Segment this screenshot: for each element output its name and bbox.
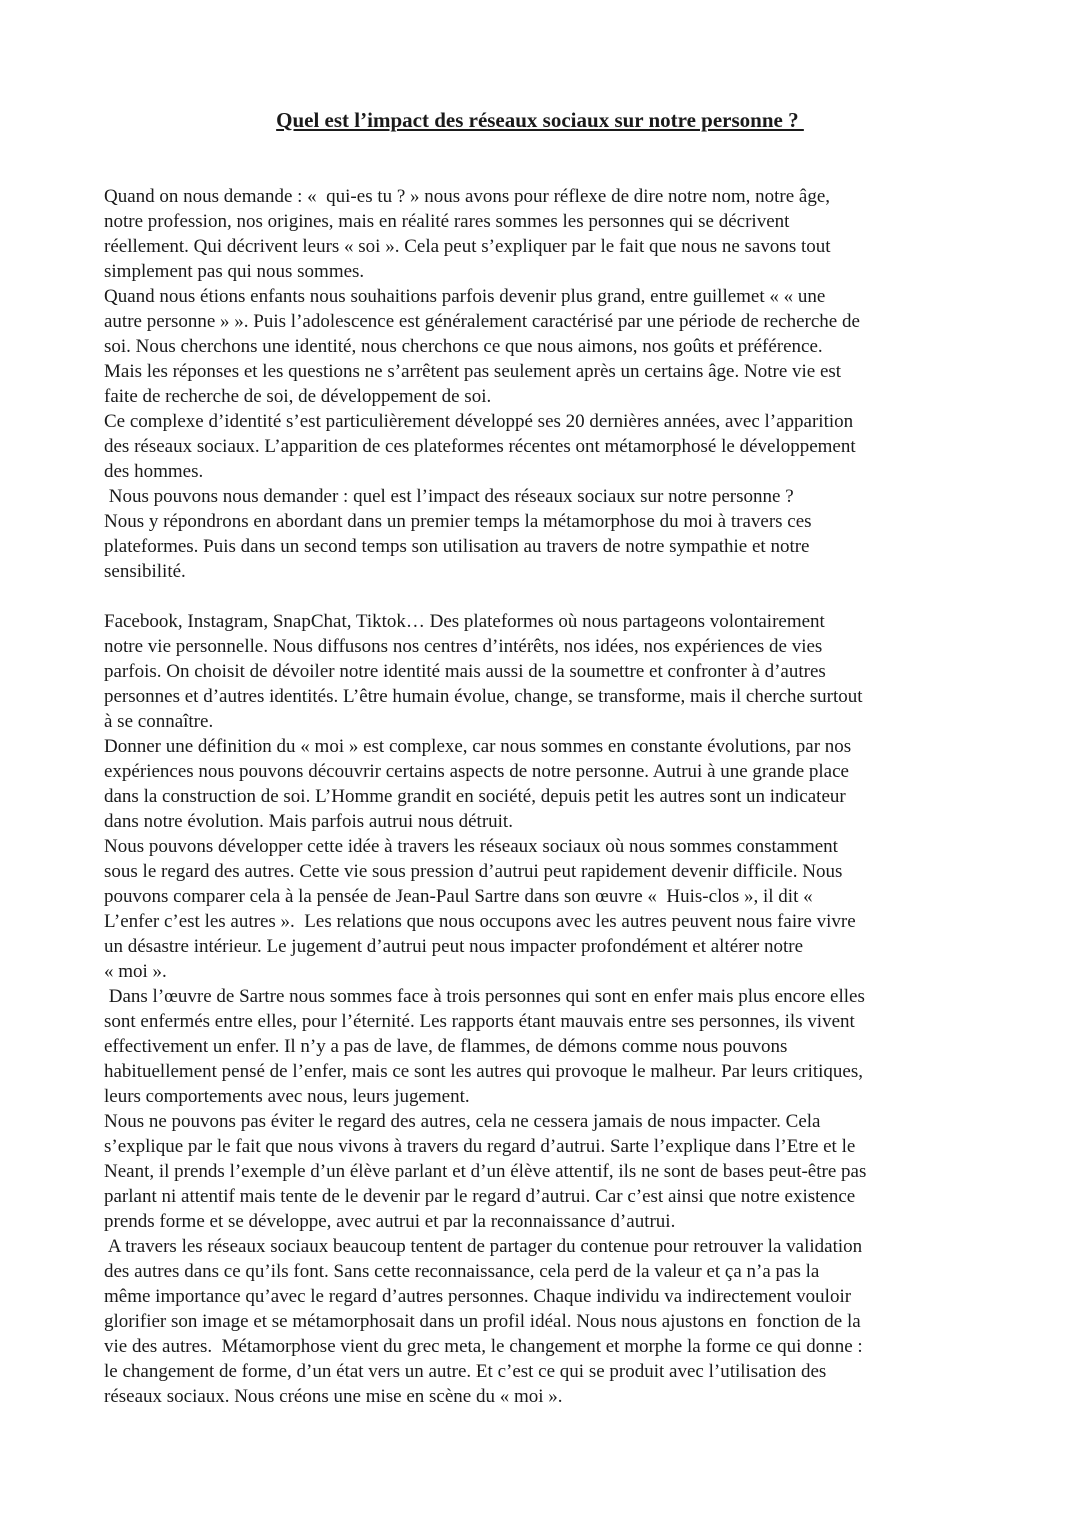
text-line: dans la construction de soi. L’Homme grandit en société, depuis petit les autres sont un indicateur <box>104 786 846 807</box>
text-line: réseaux sociaux. Nous créons une mise en scène du « moi ». <box>104 1386 563 1407</box>
text-line: Dans l’œuvre de Sartre nous sommes face à trois personnes qui sont en enfer mais plus encore elles <box>104 986 865 1007</box>
text-line: notre vie personnelle. Nous diffusons nos centres d’intérêts, nos idées, nos expériences de vies <box>104 636 823 657</box>
text-line: notre profession, nos origines, mais en réalité rares sommes les personnes qui se décrivent <box>104 211 790 232</box>
text-line: Ce complexe d’identité s’est particulièrement développé ses 20 dernières années, avec l’apparition <box>104 411 854 432</box>
text-line: sont enfermés entre elles, pour l’éternité. Les rapports étant mauvais entre ses personnes, ils vivent <box>104 1011 855 1032</box>
text-line: faite de recherche de soi, de développement de soi. <box>104 386 492 407</box>
text-line: expériences nous pouvons découvrir certains aspects de notre personne. Autrui à une grande place <box>104 761 849 782</box>
text-line: réellement. Qui décrivent leurs « soi ». Cela peut s’expliquer par le fait que nous ne savons tout <box>104 236 831 257</box>
text-line: simplement pas qui nous sommes. <box>104 261 365 282</box>
text-line: parlant ni attentif mais tente de le devenir par le regard d’autrui. Car c’est ainsi que notre existence <box>104 1186 856 1207</box>
text-line: un désastre intérieur. Le jugement d’autrui peut nous impacter profondément et altérer notre <box>104 936 804 957</box>
text-line: Quand nous étions enfants nous souhaitions parfois devenir plus grand, entre guillemet « « une <box>104 286 826 307</box>
text-line: sous le regard des autres. Cette vie sous pression d’autrui peut rapidement devenir difficile. Nous <box>104 861 843 882</box>
text-line: plateformes. Puis dans un second temps son utilisation au travers de notre sympathie et notre <box>104 536 810 557</box>
document-title: Quel est l’impact des réseaux sociaux sur notre personne ? <box>276 108 804 132</box>
text-line: habituellement pensé de l’enfer, mais ce sont les autres qui provoque le malheur. Par leurs critiques, <box>104 1061 863 1082</box>
text-line: Nous ne pouvons pas éviter le regard des autres, cela ne cessera jamais de nous impacter. Cela <box>104 1111 821 1132</box>
text-line: vie des autres. Métamorphose vient du grec meta, le changement et morphe la forme ce qui donne : <box>104 1336 863 1357</box>
text-line: Donner une définition du « moi » est complexe, car nous sommes en constante évolutions, par nos <box>104 736 852 757</box>
text-line: effectivement un enfer. Il n’y a pas de lave, de flammes, de démons comme nous pouvons <box>104 1036 788 1057</box>
text-line: Neant, il prends l’exemple d’un élève parlant et d’un élève attentif, ils ne sont de bases peut-être pas <box>104 1161 867 1182</box>
text-line: autre personne » ». Puis l’adolescence est généralement caractérisé par une période de recherche de <box>104 311 860 332</box>
text-line: Quand on nous demande : « qui-es tu ? » nous avons pour réflexe de dire notre nom, notre âge, <box>104 186 831 207</box>
text-line: prends forme et se développe, avec autrui et par la reconnaissance d’autrui. <box>104 1211 676 1232</box>
text-line: Nous y répondrons en abordant dans un premier temps la métamorphose du moi à travers ces <box>104 511 812 532</box>
text-line: Facebook, Instagram, SnapChat, Tiktok… Des plateformes où nous partageons volontairement <box>104 611 825 632</box>
text-line: même importance qu’avec le regard d’autres personnes. Chaque individu va indirectement vouloir <box>104 1286 852 1307</box>
text-line: Nous pouvons développer cette idée à travers les réseaux sociaux où nous sommes constamment <box>104 836 838 857</box>
text-line: dans notre évolution. Mais parfois autrui nous détruit. <box>104 811 513 832</box>
text-line: sensibilité. <box>104 561 186 582</box>
text-line: leurs comportements avec nous, leurs jugement. <box>104 1086 470 1107</box>
text-line: L’enfer c’est les autres ». Les relations que nous occupons avec les autres peuvent nous faire vivre <box>104 911 856 932</box>
text-line: des autres dans ce qu’ils font. Sans cette reconnaissance, cela perd de la valeur et ça n’a pas la <box>104 1261 820 1282</box>
text-line: le changement de forme, d’un état vers un autre. Et c’est ce qui se produit avec l’utilisation des <box>104 1361 827 1382</box>
text-line: soi. Nous cherchons une identité, nous cherchons ce que nous aimons, nos goûts et préférence. <box>104 336 823 357</box>
text-line: pouvons comparer cela à la pensée de Jean-Paul Sartre dans son œuvre « Huis-clos », il dit « <box>104 886 813 907</box>
text-line: parfois. On choisit de dévoiler notre identité mais aussi de la soumettre et confronter à d’autres <box>104 661 826 682</box>
document-body <box>104 184 1004 1409</box>
text-line: des réseaux sociaux. L’apparition de ces plateformes récentes ont métamorphosé le développement <box>104 436 856 457</box>
text-line: « moi ». <box>104 961 167 982</box>
text-line: personnes et d’autres identités. L’être humain évolue, change, se transforme, mais il cherche surtout <box>104 686 863 707</box>
text-line: s’explique par le fait que nous vivons à travers du regard d’autrui. Sarte l’explique dans l’Etre et le <box>104 1136 856 1157</box>
text-line: des hommes. <box>104 461 204 482</box>
text-line: Mais les réponses et les questions ne s’arrêtent pas seulement après un certains âge. Notre vie est <box>104 361 842 382</box>
text-line: Nous pouvons nous demander : quel est l’impact des réseaux sociaux sur notre personne ? <box>104 486 794 507</box>
text-line <box>104 584 1004 609</box>
text-line: glorifier son image et se métamorphosait dans un profil idéal. Nous nous ajustons en fonction de la <box>104 1311 861 1332</box>
text-line: à se connaître. <box>104 711 214 732</box>
text-line: A travers les réseaux sociaux beaucoup tentent de partager du contenue pour retrouver la validation <box>104 1236 863 1257</box>
